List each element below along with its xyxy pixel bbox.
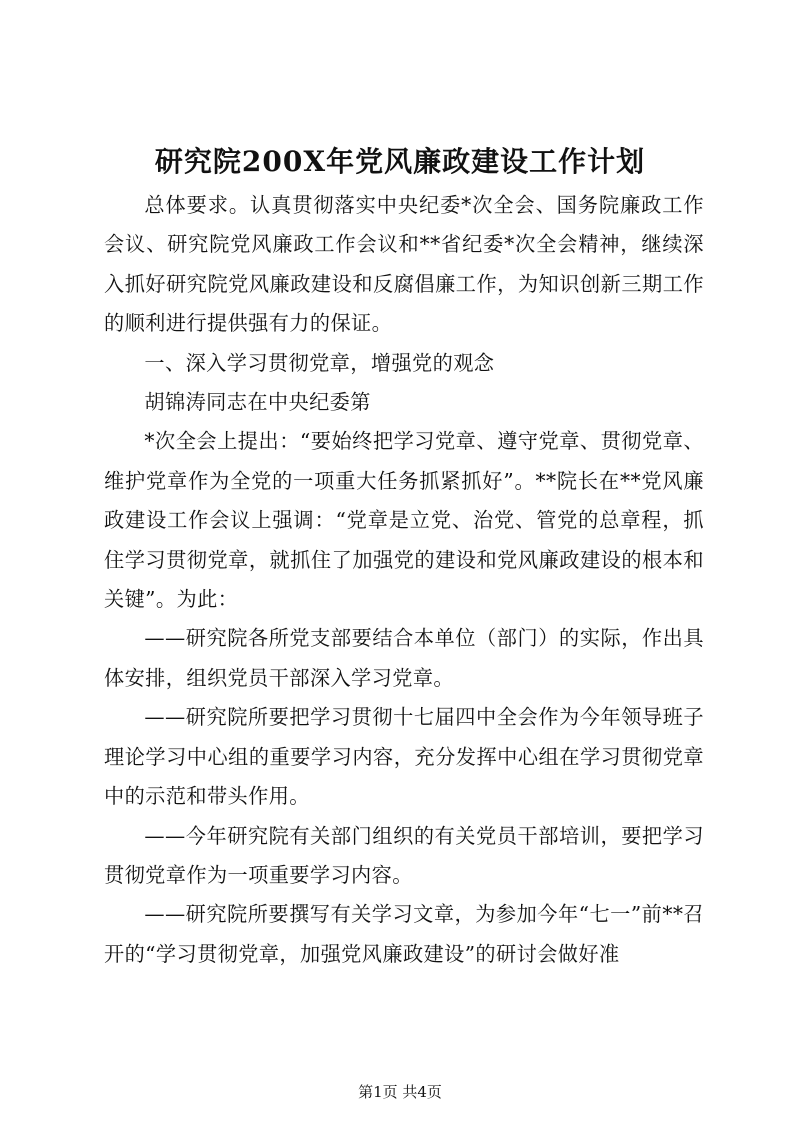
- page-number: 第1页 共4页: [358, 1083, 442, 1101]
- paragraph-overall-requirements: 总体要求。认真贯彻落实中央纪委*次全会、国务院廉政工作会议、研究院党风廉政工作会议和**省纪委*次全会精神，继续深入抓好研究院党风廉政建设和反腐倡廉工作，为知识创新三期工作的顺利进行提供强有力的保证。: [104, 193, 704, 336]
- paragraph-party-constitution: *次全会上提出：“要始终把学习党章、遵守党章、贯彻党章、维护党章作为全党的一项重大任务抓紧抓好”。**院长在**党风廉政建设工作会议上强调：“党章是立党、治党、管党的总章程，抓住学习贯彻党章，就抓住了加强党的建设和党风廉政建设的根本和关键”。为此：: [104, 429, 704, 612]
- list-item-branch-arrangement: ——研究院各所党支部要结合本单位（部门）的实际，作出具体安排，组织党员干部深入学习党章。: [104, 626, 704, 690]
- paragraph-hu-jintao: 胡锦涛同志在中央纪委第: [144, 390, 371, 415]
- list-item-training: ——今年研究院有关部门组织的有关党员干部培训，要把学习贯彻党章作为一项重要学习内容。: [104, 823, 704, 887]
- list-item-articles: ——研究院所要撰写有关学习文章，为参加今年“七一”前**召开的“学习贯彻党章，加强党风廉政建设”的研讨会做好准: [104, 902, 704, 966]
- document-body: [104, 186, 704, 974]
- section-heading-1: 一、深入学习贯彻党章，增强党的观念: [144, 350, 495, 375]
- list-item-study-group: ——研究院所要把学习贯彻十七届四中全会作为今年领导班子理论学习中心组的重要学习内容，充分发挥中心组在学习贯彻党章中的示范和带头作用。: [104, 705, 704, 809]
- document-title: 研究院200X年党风廉政建设工作计划: [154, 145, 646, 178]
